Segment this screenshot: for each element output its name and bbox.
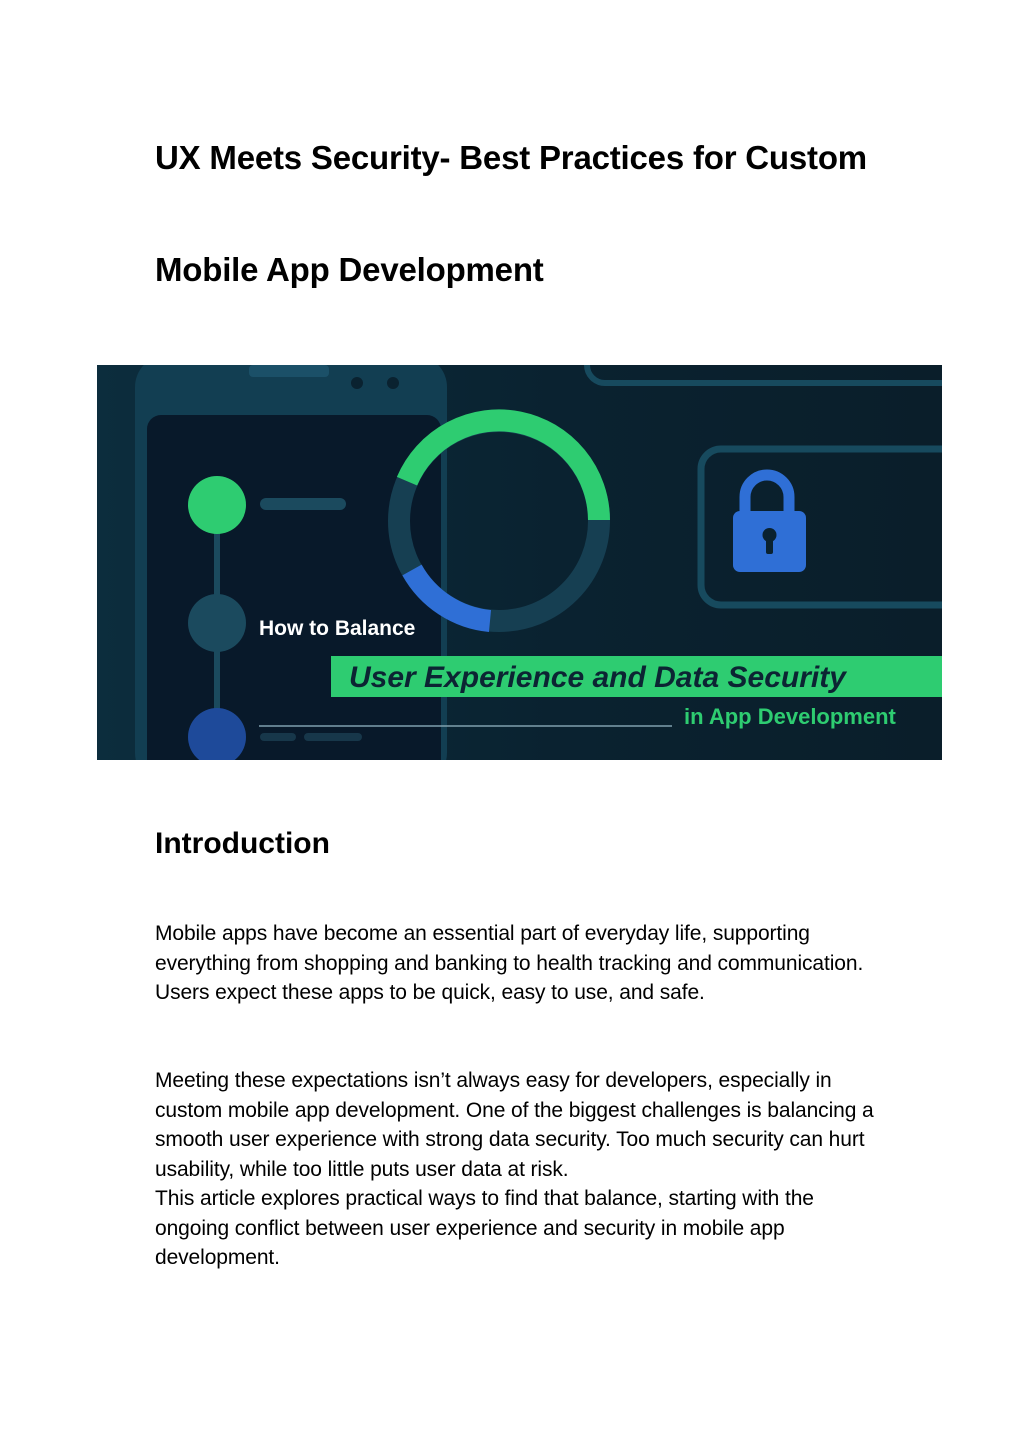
introduction-heading: Introduction (155, 827, 330, 860)
intro-paragraph: Mobile apps have become an essential part of everyday life, supporting everything from shopping and banking to health tracking and communication. Users expect these apps to be quick, easy to use, and safe. (155, 922, 864, 1004)
banner-kicker: How to Balance (259, 617, 416, 640)
document-title-line-2: Mobile App Development (155, 251, 544, 288)
banner-tagline: in App Development (684, 704, 896, 729)
hero-banner-image (97, 365, 942, 760)
intro-paragraph: This article explores practical ways to find that balance, starting with the ongoing conflict between user experience and security in mobile app development. (155, 1187, 814, 1269)
intro-paragraph: Meeting these expectations isn’t always easy for developers, especially in custom mobile app development. One of the biggest challenges is balancing a smooth user experience with strong data security. Too much security can hurt usability, while too little puts user data at risk. (155, 1069, 874, 1181)
document-title-line-1: UX Meets Security- Best Practices for Custom (155, 139, 867, 176)
banner-headline: User Experience and Data Security (349, 661, 846, 694)
